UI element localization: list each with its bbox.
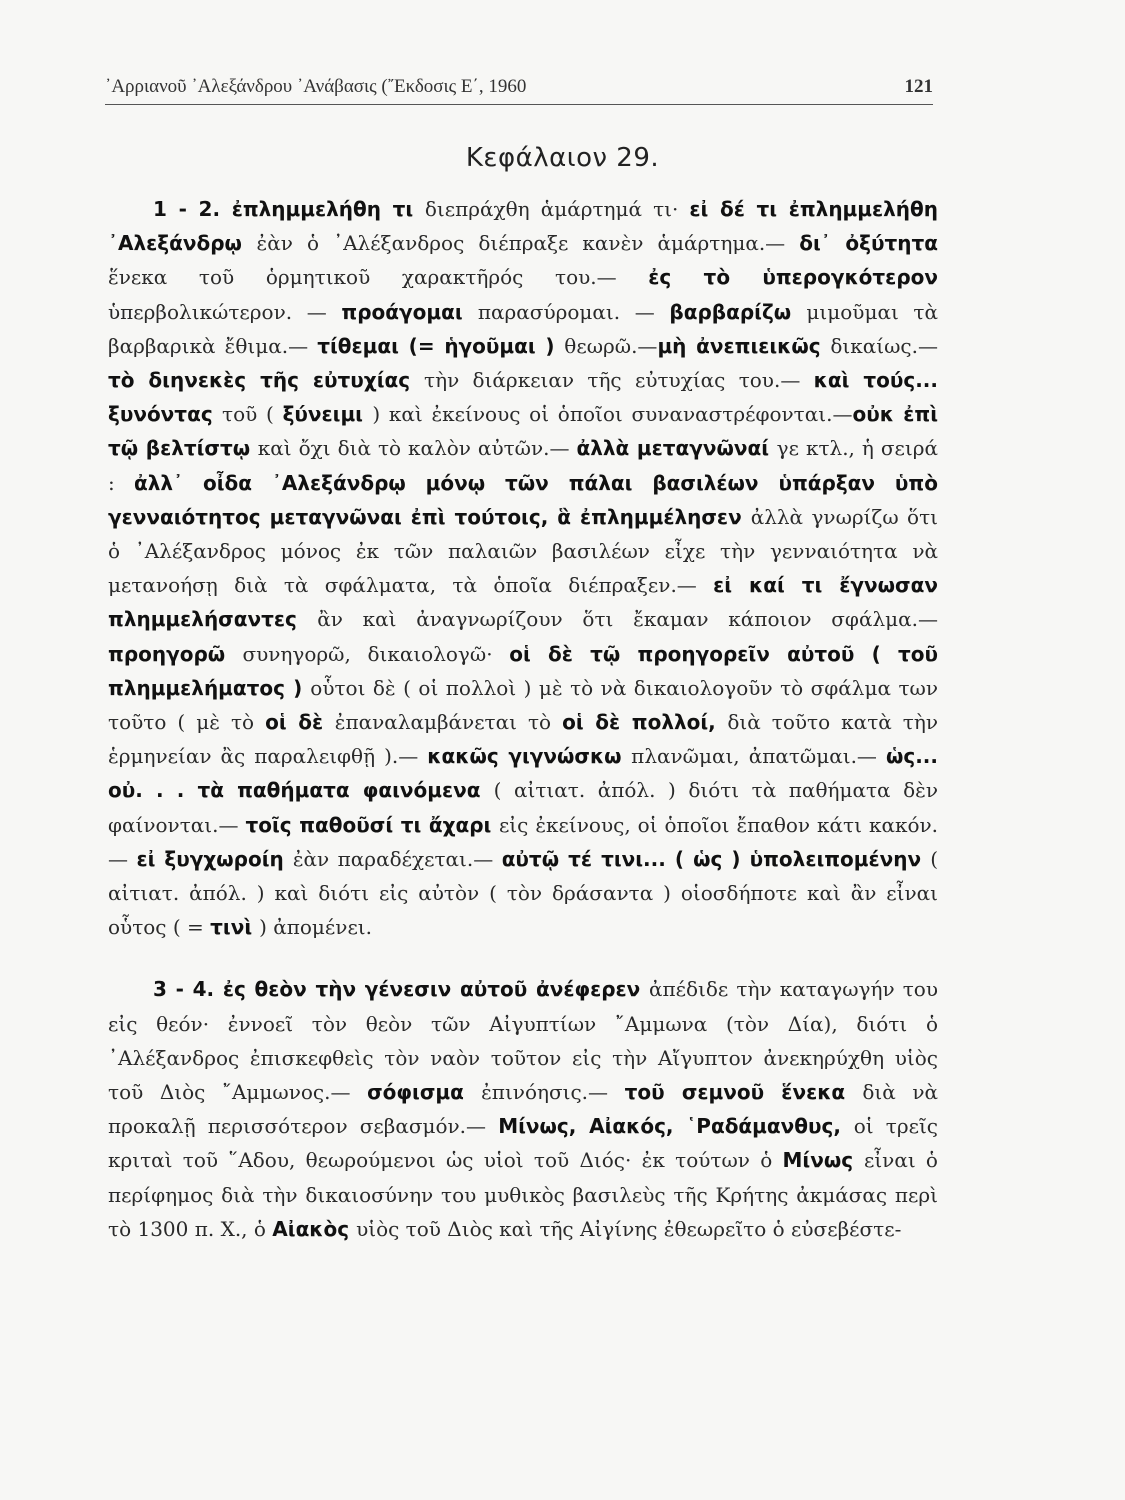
lemma-term: εἰ ξυγχωροίη [136,846,293,871]
lemma-term: τίθεμαι (= ἡγοῦμαι ) [317,333,565,358]
gloss-text: ἕνεκα τοῦ ὁρμητικοῦ χαρακτῆρός του.— [108,265,649,290]
gloss-text: θεωρῶ.— [564,333,658,358]
gloss-text: ὑπερβολικώτερον. — [108,299,342,324]
gloss-text: διεπράχθη ἁμάρτημά τι· [424,197,690,221]
gloss-text: παρασύρομαι. — [477,299,670,324]
gloss-text: ( αἰτιατ. ἀπόλ. ) καὶ διότι εἰς αὐτὸν ( τὸν δράσαντα ) οἱοσδήποτε καὶ ἂν εἶναι οὗτος ( = [108,846,939,940]
gloss-text: ) ἀπομένει. [259,915,373,940]
gloss-text: καὶ ὄχι διὰ τὸ καλὸν αὐτῶν.— [257,436,577,461]
gloss-text: εἶναι ὁ περίφημος διὰ τὴν δικαιοσύνην του μυθικὸς βασιλεὺς τῆς Κρήτης ἀκμάσας περὶ τὸ 1300 π. Χ., ὁ [108,1148,938,1241]
lemma-term: σόφισμα [367,1080,482,1105]
lemma-term: εἰ δέ τι ἐπλημμελήθη ᾿Αλεξάνδρῳ [108,197,939,256]
lemma-term: Μίνως [782,1148,864,1173]
lemma-term: καὶ τούς... ξυνόντας [108,368,938,427]
running-header-title: ᾿Αρριανοῦ ᾿Αλεξάνδρου ᾿Ανάβασις (῎Εκδοσις Ε΄, 1960 [105,76,527,97]
lemma-term: οἱ δὲ [265,710,335,735]
lemma-term: τινὶ [210,915,260,940]
gloss-text: ἐπινόησις.— [481,1080,625,1105]
lemma-term: ἀλλὰ μεταγνῶναί [576,436,777,461]
lemma-term: 1 - 2. ἐπλημμελήθη τι [153,197,425,221]
gloss-text: τὴν διάρκειαν τῆς εὐτυχίας του.— [424,368,814,393]
commentary-paragraph-2 [108,972,938,1246]
chapter-title: Κεφάλαιον 29. [465,143,660,173]
gloss-text: ἀπέδιδε τὴν καταγωγήν του εἰς θεόν· ἐννοεῖ τὸν θεὸν τῶν Αἰγυπτίων ῎Αμμωνα (τὸν Δία), διότι ὁ ᾿Αλέξανδρος ἐπισκεφθεὶς τὸν ναὸν τοῦτον εἰς τὴν Αἴγυπτον ἀνεκηρύχθη υἱὸς τοῦ Διὸς ῎Αμμωνος.— [108,977,938,1105]
gloss-text: οἱ τρεῖς κριταὶ τοῦ ῞Αδου, θεωρούμενοι ὡς υἱοὶ τοῦ Διός· ἐκ τούτων ὁ [108,1114,938,1173]
gloss-text: δικαίως.— [830,333,938,358]
lemma-term: ὡς... οὐ. . . τὰ παθήματα φαινόμενα [108,744,938,803]
gloss-text: ἐπαναλαμβάνεται τὸ [334,710,563,735]
gloss-text: ἂν καὶ ἀναγνωρίζουν ὅτι ἔκαμαν κάποιον σφάλμα.— [317,607,938,632]
lemma-term: αὐτῷ τέ τινι... ( ὡς ) ὑπολειπομένην [501,846,931,871]
gloss-text: ἀλλὰ γνωρίζω ὅτι ὁ ᾿Αλέξανδρος μόνος ἐκ τῶν παλαιῶν βασιλέων εἶχε τὴν γενναιότητα νὰ μετανοήσῃ διὰ τὰ σφάλματα, τὰ ὁποῖα διέπραξεν.— [108,504,938,598]
gloss-text: διὰ τοῦτο κατὰ τὴν ἑρμηνείαν ἂς παραλειφθῇ ).— [108,710,938,769]
gloss-text: ἐὰν παραδέχεται.— [292,846,502,871]
commentary-paragraph-1 [108,192,938,944]
lemma-term: ἐς τὸ ὑπερογκότερον [648,265,938,290]
lemma-term: οἱ δὲ τῷ προηγορεῖν αὐτοῦ ( τοῦ πλημμελήματος ) [108,641,938,700]
lemma-term: Μίνως, Αἰακός, ῾Ραδάμανθυς, [498,1114,854,1139]
gloss-text: ἐὰν ὁ ᾿Αλέξανδρος διέπραξε κανὲν ἁμάρτημα.— [256,231,800,256]
page-number: 121 [904,76,933,97]
lemma-term: κακῶς γιγνώσκω [427,744,632,769]
lemma-term: οὐκ ἐπὶ τῷ βελτίστῳ [108,402,939,461]
lemma-term: εἰ καί τι ἔγνωσαν πλημμελήσαντες [108,573,938,632]
lemma-term: δι᾿ ὀξύτητα [799,231,938,256]
gloss-text: διὰ νὰ προκαλῇ περισσότερον σεβασμόν.— [108,1080,938,1139]
lemma-term: 3 - 4. ἐς θεὸν τὴν γένεσιν αὐτοῦ ἀνέφερεν [153,977,649,1002]
lemma-term: Αἰακὸς [272,1216,357,1241]
running-header [105,76,933,105]
lemma-term: βαρβαρίζω [669,299,807,324]
lemma-term: τοῖς παθοῦσί τι ἄχαρι [245,812,499,837]
gloss-text: εἰς ἐκείνους, οἱ ὁποῖοι ἔπαθον κάτι κακόν.— [108,812,939,871]
gloss-text: ( αἰτιατ. ἀπόλ. ) διότι τὰ παθήματα δὲν φαίνονται.— [108,778,939,837]
gloss-text: μιμοῦμαι τὰ βαρβαρικὰ ἔθιμα.— [108,299,939,358]
gloss-text: ) καὶ ἐκείνους οἱ ὁποῖοι συναναστρέφονται.— [372,402,853,427]
lemma-term: ξύνειμι [282,402,373,427]
commentary-body [108,192,938,1246]
gloss-text: τοῦ ( [222,402,283,427]
gloss-text: οὗτοι δὲ ( οἱ πολλοὶ ) μὲ τὸ νὰ δικαιολογοῦν τὸ σφάλμα των τοῦτο ( μὲ τὸ [108,675,938,735]
gloss-text: γε κτλ., ἡ σειρά : [108,436,938,495]
gloss-text: συνηγορῶ, δικαιολογῶ· [242,641,510,666]
lemma-term: οἱ δὲ πολλοί, [562,710,728,735]
lemma-term: τοῦ σεμνοῦ ἕνεκα [624,1080,863,1105]
lemma-term: ἀλλ᾿ οἶδα ᾿Αλεξάνδρῳ μόνῳ τῶν πάλαι βασιλέων ὑπάρξαν ὑπὸ γενναιότητος μεταγνῶναι ἐπὶ τούτοις, ἃ ἐπλημμέλησεν [108,470,938,529]
gloss-text: υἱὸς τοῦ Διὸς καὶ τῆς Αἰγίνης ἐθεωρεῖτο ὁ εὐσεβέστε- [356,1216,902,1241]
lemma-term: μὴ ἀνεπιεικῶς [657,333,831,358]
lemma-term: τὸ διηνεκὲς τῆς εὐτυχίας [108,368,425,393]
lemma-term: προηγορῶ [108,641,243,666]
gloss-text: πλανῶμαι, ἀπατῶμαι.— [631,744,886,769]
lemma-term: προάγομαι [341,299,478,324]
